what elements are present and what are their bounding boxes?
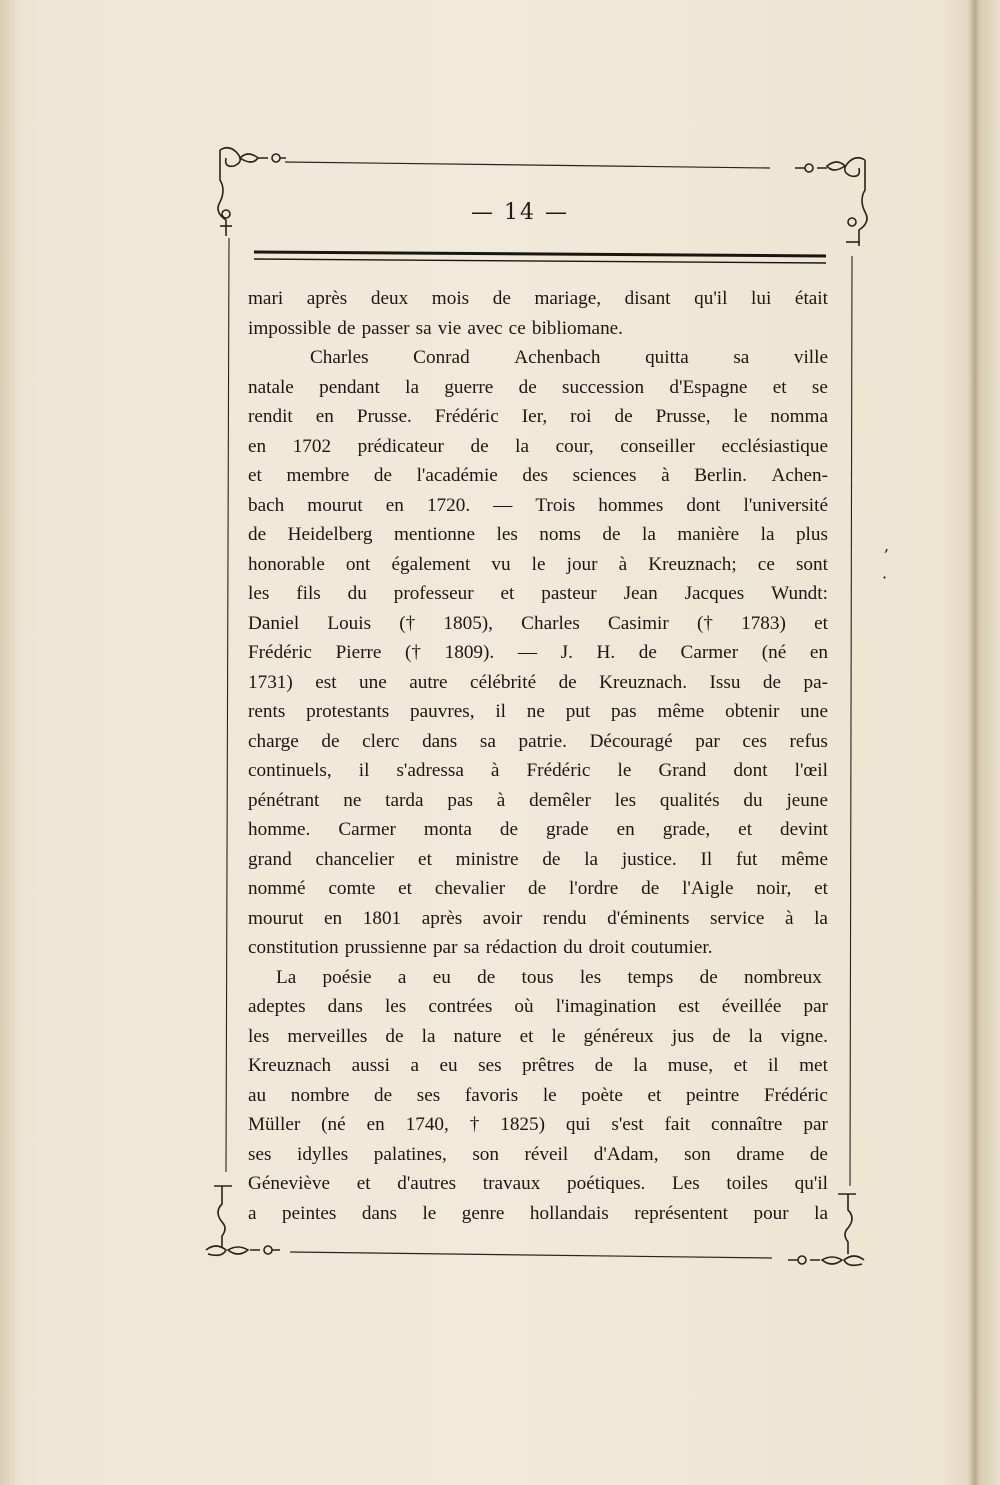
text-line: pénétrant ne tarda pas à demêler les qualités du jeune — [248, 789, 828, 811]
text-line: bach mourut en 1720. — Trois hommes dont l'université — [248, 494, 828, 516]
text-line: natale pendant la guerre de succession d'Espagne et se — [248, 376, 828, 398]
text-line: Charles Conrad Achenbach quitta sa ville — [310, 347, 828, 368]
margin-comma-mark: , — [884, 536, 890, 555]
text-line: nommé comte et chevalier de l'ordre de l'Aigle noir, et — [248, 878, 828, 899]
text-line: a peintes dans le genre hollandais représentent pour la — [248, 1202, 828, 1224]
text-line: 1731) est une autre célébrité de Kreuznach. Issu de pa- — [248, 671, 828, 693]
text-line: honorable ont également vu le jour à Kreuznach; ce sont — [248, 553, 828, 575]
text-line: La poésie a eu de tous les temps de nombreux — [276, 966, 822, 988]
text-line: Müller (né en 1740, † 1825) qui s'est fait connaître par — [248, 1114, 828, 1135]
text-line: adeptes dans les contrées où l'imagination est éveillée par — [248, 996, 828, 1017]
ornament-top-right — [795, 158, 867, 246]
text-line: de Heidelberg mentionne les noms de la manière la plus — [248, 524, 828, 545]
text-line: rents protestants pauvres, il ne put pas même obtenir une — [248, 701, 828, 722]
text-line: mourut en 1801 après avoir rendu d'éminents service à la — [248, 907, 828, 929]
text-line: ses idylles palatines, son réveil d'Adam, son drame de — [248, 1143, 828, 1165]
text-line: au nombre de ses favoris le poète et peintre Frédéric — [248, 1084, 828, 1106]
text-line: constitution prussienne par sa rédaction du droit coutumier. — [248, 937, 713, 958]
text-line: charge de clerc dans sa patrie. Découragé par ces refus — [248, 730, 828, 752]
body-text — [248, 284, 828, 1228]
text-line: grand chancelier et ministre de la justice. Il fut même — [248, 848, 828, 870]
ornament-top-left — [218, 148, 286, 236]
text-line: Kreuznach aussi a eu ses prêtres de la muse, et il met — [248, 1055, 828, 1076]
text-line: les merveilles de la nature et le généreux jus de la vigne. — [248, 1025, 828, 1047]
text-line: les fils du professeur et pasteur Jean Jacques Wundt: — [248, 583, 828, 604]
text-line: en 1702 prédicateur de la cour, conseiller ecclésiastique — [248, 435, 828, 457]
text-line: Frédéric Pierre († 1809). — J. H. de Carmer (né en — [248, 642, 828, 663]
text-line: impossible de passer sa vie avec ce bibliomane. — [248, 317, 623, 339]
text-line: continuels, il s'adressa à Frédéric le Grand dont l'œil — [248, 760, 828, 781]
text-line: rendit en Prusse. Frédéric Ier, roi de Prusse, le nomma — [248, 406, 828, 427]
page-number: — 14 — — [471, 200, 569, 225]
text-line: et membre de l'académie des sciences à Berlin. Achen- — [248, 465, 828, 486]
text-line: homme. Carmer monta de grade en grade, et devint — [248, 819, 828, 840]
text-line: Géneviève et d'autres travaux poétiques. Les toiles qu'il — [248, 1173, 828, 1194]
text-line: mari après deux mois de mariage, disant qu'il lui était — [248, 288, 828, 309]
text-line: Daniel Louis († 1805), Charles Casimir († 1783) et — [248, 612, 828, 634]
margin-dot-mark: · — [882, 568, 888, 587]
